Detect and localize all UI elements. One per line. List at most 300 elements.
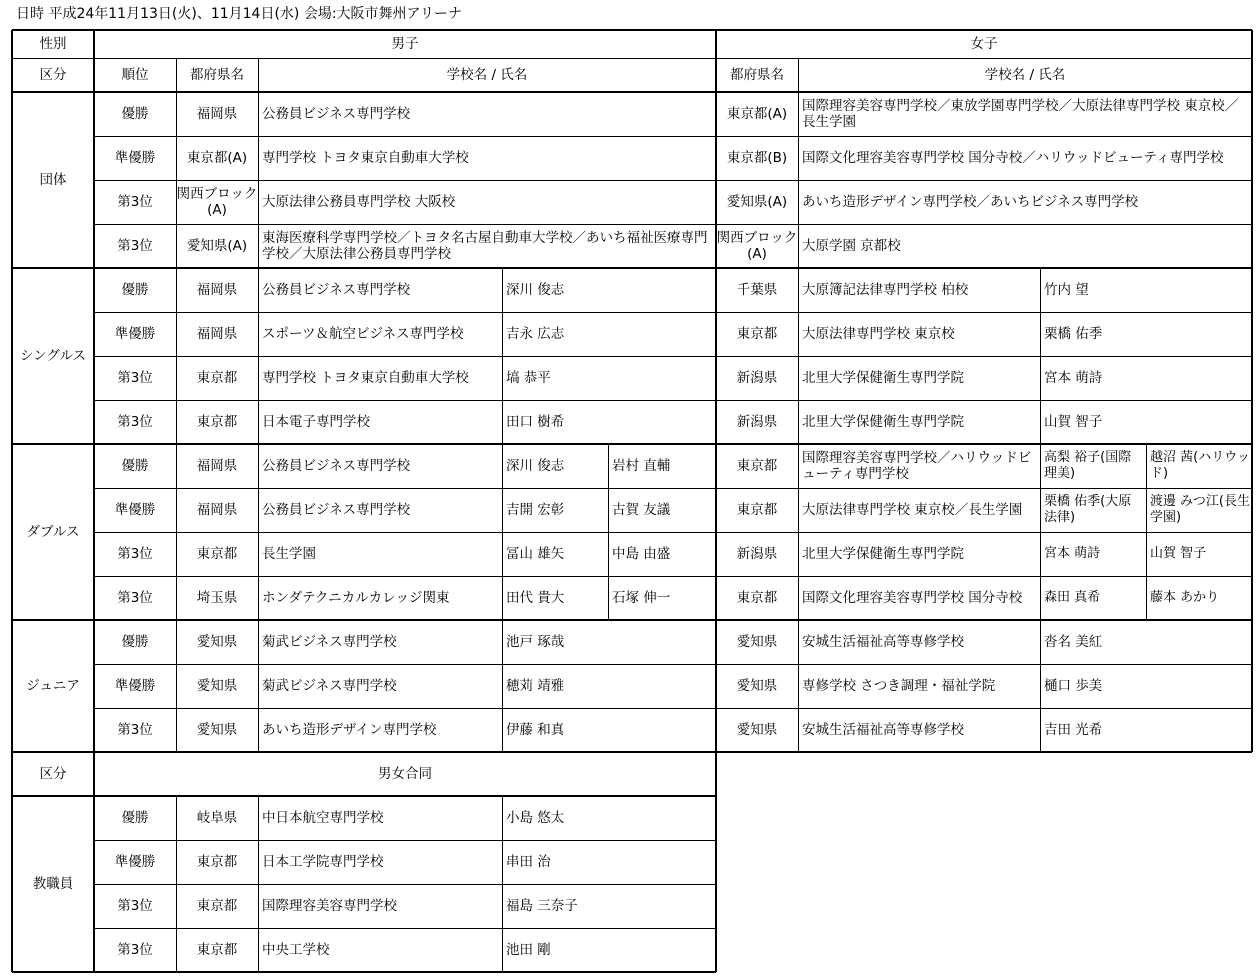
male-school-cell-text: 大原法律公務員専門学校 大阪校	[262, 194, 456, 210]
female-player-cell-text: 樋口 歩美	[1044, 678, 1103, 694]
rank-cell-text: 優勝	[121, 106, 149, 122]
female-school-cell-text: 国際理容美容専門学校／ハリウッドビューティ専門学校	[802, 450, 1032, 482]
female-school-cell-text: 大原法律専門学校 東京校／長生学園	[802, 502, 1023, 518]
female-school-cell-text: 北里大学保健衛生専門学院	[802, 546, 964, 562]
rank-cell	[94, 488, 176, 532]
female-school-cell-text: 国際理容美容専門学校／東放学園専門学校／大原法律専門学校 東京校／長生学園	[802, 98, 1239, 130]
male-prefecture-cell-text: 福岡県	[196, 458, 238, 474]
male-school-cell-text: 公務員ビジネス専門学校	[262, 458, 411, 474]
rank-cell-text: 準優勝	[114, 854, 156, 870]
male-school-cell	[258, 268, 502, 312]
female-school-cell-text: 安城生活福祉高等専修学校	[802, 634, 964, 650]
rank-cell-text: 第3位	[117, 590, 153, 606]
female-player2-cell-text: 藤本 あかり	[1150, 590, 1220, 605]
male-school-label-text: 学校名 / 氏名	[446, 67, 528, 83]
female-player2-cell	[1146, 444, 1252, 488]
female-prefecture-cell-text: 千葉県	[736, 282, 778, 298]
rank-cell-text: 第3位	[117, 238, 153, 254]
female-school-cell-text: 国際文化理容美容専門学校 国分寺校	[802, 590, 1023, 606]
grid-line-v	[176, 444, 177, 620]
female-prefecture-cell-text: 愛知県	[736, 634, 778, 650]
male-player-cell-text: 深川 俊志	[506, 282, 565, 298]
rank-cell	[94, 444, 176, 488]
female-prefecture-cell	[716, 664, 798, 708]
female-player1-cell-text: 高梨 裕子(国際理美)	[1044, 450, 1132, 481]
rank-cell	[94, 928, 176, 972]
female-prefecture-cell-text: 愛知県(A)	[726, 194, 788, 210]
rank-cell-text: 第3位	[117, 942, 153, 958]
female-school-label	[798, 58, 1252, 92]
player-cell-text: 小島 悠太	[506, 810, 565, 826]
male-player-cell	[502, 356, 716, 400]
female-player-cell-text: 竹内 望	[1044, 282, 1089, 298]
male-prefecture-cell-text: 埼玉県	[196, 590, 238, 606]
male-school-cell	[258, 312, 502, 356]
female-school-cell-text: あいち造形デザイン専門学校／あいちビジネス専門学校	[802, 194, 1139, 210]
rank-cell-text: 準優勝	[114, 502, 156, 518]
player-cell-text: 池田 剛	[506, 942, 551, 958]
male-prefecture-cell-text: 愛知県	[196, 678, 238, 694]
prefecture-cell	[176, 928, 258, 972]
male-player-cell-text: 伊藤 和真	[506, 722, 565, 738]
male-prefecture-cell-text: 福岡県	[196, 282, 238, 298]
grid-line-v	[1040, 444, 1041, 620]
school-cell	[258, 840, 502, 884]
female-school-cell-text: 大原簿記法律専門学校 柏校	[802, 282, 969, 298]
female-prefecture-cell-text: 関西ブロック(A)	[716, 230, 798, 262]
mixed-label-text: 男女合同	[378, 766, 432, 782]
female-player-cell	[1040, 356, 1252, 400]
male-player1-cell-text: 冨山 雄矢	[506, 546, 565, 562]
male-prefecture-cell-text: 愛知県	[196, 722, 238, 738]
rank-label	[94, 58, 176, 92]
female-school-cell	[798, 488, 1040, 532]
school-cell-text: 日本工学院専門学校	[262, 854, 384, 870]
male-school-cell	[258, 664, 502, 708]
female-school-cell	[798, 620, 1040, 664]
rank-cell-text: 第3位	[117, 194, 153, 210]
female-school-cell	[798, 136, 1252, 180]
male-player2-cell-text: 古賀 友議	[612, 502, 671, 518]
female-player-cell	[1040, 400, 1252, 444]
male-school-cell-text: ホンダテクニカルカレッジ関東	[262, 590, 450, 606]
rank-cell	[94, 620, 176, 664]
grid-line-v	[798, 268, 799, 444]
rank-cell	[94, 180, 176, 224]
male-player1-cell-text: 吉開 宏彰	[506, 502, 565, 518]
female-player2-cell-text: 渡邊 みつ江(長生学園)	[1150, 494, 1250, 525]
female-player-cell	[1040, 708, 1252, 752]
division-cell-text: 団体	[39, 172, 67, 188]
male-player2-cell	[608, 532, 716, 576]
grid-line-v	[1146, 444, 1147, 620]
rank-cell-text: 優勝	[121, 810, 149, 826]
male-player-cell	[502, 708, 716, 752]
female-player1-cell-text: 栗橋 佑季(大原法律)	[1044, 494, 1132, 525]
male-player-cell-text: 塙 恭平	[506, 370, 551, 386]
male-player1-cell	[502, 488, 608, 532]
male-prefecture-cell	[176, 400, 258, 444]
division-cell-text: 教職員	[32, 876, 74, 892]
female-prefecture-label	[716, 58, 798, 92]
female-player1-cell	[1040, 444, 1146, 488]
rank-cell-text: 第3位	[117, 898, 153, 914]
male-school-cell-text: 菊武ビジネス専門学校	[262, 678, 397, 694]
female-prefecture-cell-text: 東京都	[736, 502, 778, 518]
male-school-cell	[258, 92, 716, 136]
female-prefecture-cell-text: 東京都	[736, 590, 778, 606]
female-prefecture-cell-text: 新潟県	[736, 546, 778, 562]
male-school-cell-text: 東海医療科学専門学校／トヨタ名古屋自動車大学校／あいち福祉医療専門学校／大原法律公務員専門学校	[262, 230, 708, 262]
rank-label-text: 順位	[121, 67, 149, 83]
male-player-cell-text: 田口 樹希	[506, 414, 565, 430]
female-school-cell	[798, 664, 1040, 708]
rank-cell	[94, 796, 176, 840]
school-cell-text: 中央工学校	[262, 942, 330, 958]
female-player-cell	[1040, 620, 1252, 664]
male-prefecture-cell	[176, 576, 258, 620]
grid-line-v	[502, 620, 503, 752]
male-school-cell-text: 公務員ビジネス専門学校	[262, 106, 411, 122]
male-player-cell	[502, 400, 716, 444]
division-cell	[12, 268, 94, 444]
player-cell	[502, 796, 716, 840]
male-prefecture-cell-text: 福岡県	[196, 502, 238, 518]
male-prefecture-cell	[176, 312, 258, 356]
gender-label	[12, 30, 94, 58]
female-prefecture-cell	[716, 620, 798, 664]
male-prefecture-cell-text: 関西ブロック(A)	[176, 186, 258, 218]
division-cell	[12, 620, 94, 752]
grid-line-v	[176, 92, 177, 268]
female-prefecture-cell-text: 愛知県	[736, 722, 778, 738]
male-label-text: 男子	[391, 36, 419, 52]
grid-line-v	[502, 444, 503, 620]
female-player1-cell-text: 森田 真希	[1044, 590, 1101, 605]
male-school-cell	[258, 708, 502, 752]
male-school-cell	[258, 532, 502, 576]
female-player2-cell	[1146, 488, 1252, 532]
female-school-cell	[798, 444, 1040, 488]
male-player2-cell	[608, 576, 716, 620]
rank-cell	[94, 708, 176, 752]
female-school-cell	[798, 268, 1040, 312]
male-prefecture-label	[176, 58, 258, 92]
male-prefecture-cell	[176, 136, 258, 180]
event-info: 日時 平成24年11月13日(火)、11月14日(水) 会場:大阪市舞州アリーナ	[16, 6, 462, 22]
male-school-cell-text: スポーツ＆航空ビジネス専門学校	[262, 326, 464, 342]
school-cell-text: 国際理容美容専門学校	[262, 898, 397, 914]
male-prefecture-cell-text: 東京都	[196, 370, 238, 386]
female-player-cell-text: 沓名 美紅	[1044, 634, 1103, 650]
grid-line-v	[715, 30, 717, 972]
male-prefecture-cell	[176, 180, 258, 224]
grid-line-v	[176, 620, 177, 752]
rank-cell-text: 優勝	[121, 458, 149, 474]
female-prefecture-cell	[716, 312, 798, 356]
grid-line-v	[258, 620, 259, 752]
male-prefecture-cell-text: 愛知県	[196, 634, 238, 650]
female-player2-cell	[1146, 532, 1252, 576]
rank-cell-text: 第3位	[117, 370, 153, 386]
female-player1-cell-text: 宮本 萌詩	[1044, 546, 1101, 561]
prefecture-cell	[176, 840, 258, 884]
female-school-cell	[798, 180, 1252, 224]
division-label	[12, 58, 94, 92]
grid-line-v	[176, 58, 177, 92]
mixed-label	[94, 752, 716, 796]
female-prefecture-cell	[716, 708, 798, 752]
player-cell-text: 串田 治	[506, 854, 551, 870]
male-prefecture-cell	[176, 532, 258, 576]
male-player2-cell-text: 岩村 直輔	[612, 458, 671, 474]
division-cell-text: シングルス	[19, 348, 87, 364]
female-player-cell-text: 宮本 萌詩	[1044, 370, 1103, 386]
prefecture-cell-text: 岐阜県	[196, 810, 238, 826]
male-player1-cell-text: 深川 俊志	[506, 458, 565, 474]
female-player1-cell	[1040, 488, 1146, 532]
male-player2-cell-text: 石塚 伸一	[612, 590, 671, 606]
rank-cell	[94, 840, 176, 884]
male-school-cell-text: 日本電子専門学校	[262, 414, 370, 430]
rank-cell	[94, 312, 176, 356]
female-prefecture-cell	[716, 444, 798, 488]
male-school-cell	[258, 576, 502, 620]
female-school-cell	[798, 532, 1040, 576]
grid-line-v	[258, 92, 259, 268]
grid-line-v	[1040, 268, 1041, 444]
rank-cell-text: 第3位	[117, 414, 153, 430]
female-player1-cell	[1040, 532, 1146, 576]
grid-line-v	[1251, 30, 1253, 752]
male-school-cell-text: 公務員ビジネス専門学校	[262, 282, 411, 298]
male-player-cell-text: 穂苅 靖雅	[506, 678, 565, 694]
grid-line-v	[608, 444, 609, 620]
male-school-cell	[258, 356, 502, 400]
male-player-cell	[502, 664, 716, 708]
female-prefecture-cell-text: 東京都(B)	[726, 150, 788, 166]
male-prefecture-cell	[176, 268, 258, 312]
female-prefecture-cell	[716, 92, 798, 136]
male-school-cell	[258, 224, 716, 268]
division-cell-text: ダブルス	[26, 524, 80, 540]
female-school-cell-text: 専修学校 さつき調理・福祉学院	[802, 678, 996, 694]
division-label-2-text: 区分	[39, 766, 67, 782]
male-player2-cell-text: 中島 由盛	[612, 546, 671, 562]
rank-cell	[94, 92, 176, 136]
female-school-label-text: 学校名 / 氏名	[984, 67, 1066, 83]
female-prefecture-cell-text: 愛知県	[736, 678, 778, 694]
grid-line-v	[258, 444, 259, 620]
female-player-cell	[1040, 312, 1252, 356]
female-school-cell	[798, 312, 1040, 356]
female-player-cell	[1040, 268, 1252, 312]
grid-line-v	[258, 268, 259, 444]
female-school-cell	[798, 92, 1252, 136]
prefecture-cell-text: 東京都	[196, 854, 238, 870]
grid-line-v	[798, 620, 799, 752]
male-player-cell	[502, 620, 716, 664]
rank-cell-text: 第3位	[117, 546, 153, 562]
division-cell	[12, 796, 94, 972]
grid-line-v	[502, 268, 503, 444]
male-school-cell-text: 専門学校 トヨタ東京自動車大学校	[262, 370, 469, 386]
grid-line-v	[798, 444, 799, 620]
male-school-cell	[258, 444, 502, 488]
division-label-text: 区分	[39, 67, 67, 83]
female-label-text: 女子	[970, 36, 998, 52]
male-school-cell-text: 専門学校 トヨタ東京自動車大学校	[262, 150, 469, 166]
male-player1-cell	[502, 576, 608, 620]
female-label	[716, 30, 1252, 58]
prefecture-cell	[176, 796, 258, 840]
prefecture-cell	[176, 884, 258, 928]
male-player1-cell	[502, 532, 608, 576]
female-prefecture-cell	[716, 400, 798, 444]
division-label-2	[12, 752, 94, 796]
male-school-cell	[258, 620, 502, 664]
male-player2-cell	[608, 444, 716, 488]
female-prefecture-cell	[716, 268, 798, 312]
male-player-cell-text: 吉永 広志	[506, 326, 565, 342]
female-school-cell-text: 北里大学保健衛生専門学院	[802, 370, 964, 386]
male-school-cell-text: 菊武ビジネス専門学校	[262, 634, 397, 650]
female-prefecture-cell	[716, 224, 798, 268]
male-school-cell	[258, 136, 716, 180]
grid-line-v	[502, 796, 503, 972]
rank-cell-text: 第3位	[117, 722, 153, 738]
grid-line-v	[258, 796, 259, 972]
male-prefecture-cell	[176, 356, 258, 400]
grid-line-v	[176, 796, 177, 972]
grid-line-h	[12, 58, 1252, 59]
division-cell	[12, 92, 94, 268]
female-prefecture-cell-text: 東京都	[736, 326, 778, 342]
male-player-cell-text: 池戸 琢哉	[506, 634, 565, 650]
prefecture-cell-text: 東京都	[196, 942, 238, 958]
rank-cell	[94, 576, 176, 620]
male-prefecture-cell	[176, 664, 258, 708]
male-label	[94, 30, 716, 58]
grid-line-v	[93, 30, 95, 972]
female-prefecture-cell-text: 新潟県	[736, 414, 778, 430]
male-prefecture-cell	[176, 620, 258, 664]
female-school-cell-text: 国際文化理容美容専門学校 国分寺校／ハリウッドビューティ専門学校	[802, 150, 1224, 166]
female-player1-cell	[1040, 576, 1146, 620]
grid-line-v	[1040, 620, 1041, 752]
division-cell	[12, 444, 94, 620]
grid-line-h	[12, 29, 1252, 31]
female-school-cell	[798, 400, 1040, 444]
player-cell-text: 福島 三奈子	[506, 898, 578, 914]
rank-cell	[94, 356, 176, 400]
male-school-cell-text: あいち造形デザイン専門学校	[262, 722, 437, 738]
female-prefecture-cell	[716, 532, 798, 576]
player-cell	[502, 840, 716, 884]
male-prefecture-cell	[176, 708, 258, 752]
male-prefecture-cell-text: 愛知県(A)	[186, 238, 248, 254]
grid-line-v	[798, 58, 799, 92]
female-school-cell-text: 大原法律専門学校 東京校	[802, 326, 955, 342]
school-cell	[258, 796, 502, 840]
female-player-cell-text: 栗橋 佑季	[1044, 326, 1103, 342]
rank-cell-text: 準優勝	[114, 678, 156, 694]
male-prefecture-cell	[176, 92, 258, 136]
rank-cell-text: 優勝	[121, 634, 149, 650]
female-prefecture-cell-text: 東京都	[736, 458, 778, 474]
grid-line-h	[12, 971, 716, 973]
female-prefecture-cell	[716, 136, 798, 180]
male-school-cell-text: 公務員ビジネス専門学校	[262, 502, 411, 518]
female-player-cell	[1040, 664, 1252, 708]
female-player-cell-text: 山賀 智子	[1044, 414, 1103, 430]
rank-cell-text: 準優勝	[114, 150, 156, 166]
female-player2-cell-text: 山賀 智子	[1150, 546, 1207, 561]
grid-line-v	[798, 92, 799, 268]
male-prefecture-cell	[176, 444, 258, 488]
school-cell	[258, 928, 502, 972]
male-prefecture-label-text: 都府県名	[190, 67, 244, 83]
grid-line-v	[176, 268, 177, 444]
grid-line-v	[11, 30, 13, 972]
male-prefecture-cell	[176, 224, 258, 268]
female-player-cell-text: 吉田 光希	[1044, 722, 1103, 738]
female-prefecture-cell	[716, 356, 798, 400]
female-prefecture-cell	[716, 488, 798, 532]
rank-cell-text: 優勝	[121, 282, 149, 298]
male-player-cell	[502, 268, 716, 312]
female-school-cell	[798, 224, 1252, 268]
female-school-cell	[798, 708, 1040, 752]
female-prefecture-cell-text: 新潟県	[736, 370, 778, 386]
female-player2-cell	[1146, 576, 1252, 620]
male-prefecture-cell-text: 福岡県	[196, 106, 238, 122]
rank-cell	[94, 136, 176, 180]
male-player-cell	[502, 312, 716, 356]
female-prefecture-cell	[716, 180, 798, 224]
gender-label-text: 性別	[39, 36, 67, 52]
school-cell-text: 中日本航空専門学校	[262, 810, 384, 826]
player-cell	[502, 928, 716, 972]
male-prefecture-cell	[176, 488, 258, 532]
male-player1-cell-text: 田代 貴大	[506, 590, 565, 606]
rank-cell	[94, 532, 176, 576]
rank-cell	[94, 884, 176, 928]
rank-cell	[94, 400, 176, 444]
male-player2-cell	[608, 488, 716, 532]
male-school-label	[258, 58, 716, 92]
female-school-cell-text: 大原学園 京都校	[802, 238, 901, 254]
female-prefecture-cell	[716, 576, 798, 620]
rank-cell	[94, 224, 176, 268]
school-cell	[258, 884, 502, 928]
male-school-cell	[258, 488, 502, 532]
male-prefecture-cell-text: 東京都	[196, 546, 238, 562]
prefecture-cell-text: 東京都	[196, 898, 238, 914]
male-player1-cell	[502, 444, 608, 488]
player-cell	[502, 884, 716, 928]
male-prefecture-cell-text: 東京都	[196, 414, 238, 430]
rank-cell-text: 準優勝	[114, 326, 156, 342]
male-school-cell	[258, 180, 716, 224]
female-school-cell-text: 安城生活福祉高等専修学校	[802, 722, 964, 738]
female-prefecture-label-text: 都府県名	[730, 67, 784, 83]
male-school-cell-text: 長生学園	[262, 546, 316, 562]
division-cell-text: ジュニア	[26, 678, 80, 694]
grid-line-v	[258, 58, 259, 92]
rank-cell	[94, 664, 176, 708]
male-school-cell	[258, 400, 502, 444]
